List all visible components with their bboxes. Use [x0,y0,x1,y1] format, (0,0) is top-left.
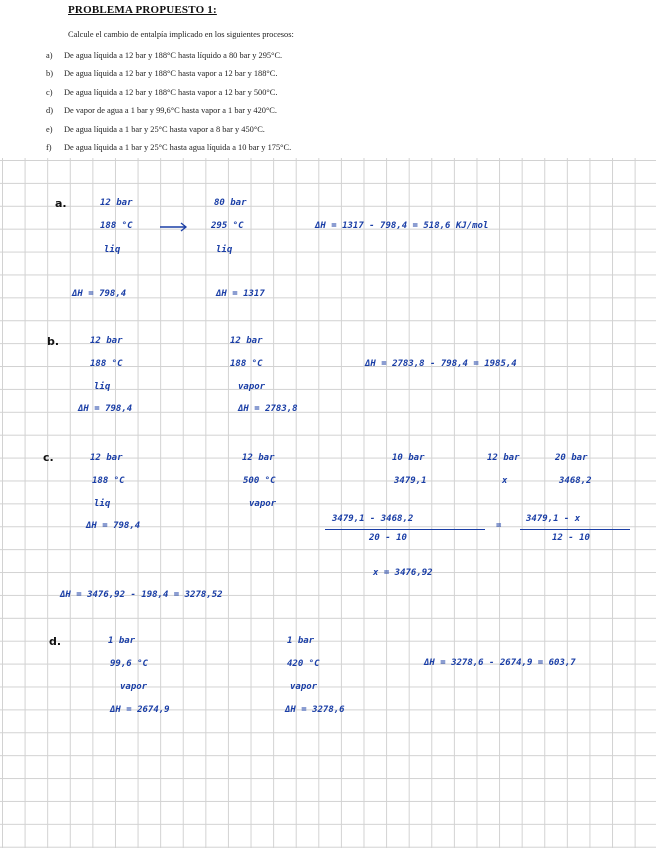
d-state2-pressure: 1 bar [287,636,315,646]
c-final-enthalpy: ΔH = 3476,92 - 198,4 = 3278,52 [60,590,223,600]
c-fraction1-numerator: 3479,1 - 3468,2 [332,514,414,524]
a-state1-pressure: 12 bar [100,198,133,208]
problem-text: De agua líquida a 1 bar y 25°C hasta vapor a 8 bar y 450°C. [64,124,265,134]
b-enthalpy-calc: ΔH = 2783,8 - 798,4 = 1985,4 [365,359,517,369]
a-enthalpy-1: ΔH = 798,4 [72,289,127,299]
a-state2-pressure: 80 bar [214,198,247,208]
c-table-pressure-3: 20 bar [555,453,588,463]
c-fraction2-denominator: 12 - 10 [552,533,590,543]
problem-text: De agua líquida a 1 bar y 25°C hasta agua líquida a 10 bar y 175°C. [64,142,292,152]
problem-text: De agua líquida a 12 bar y 188°C hasta líquido a 80 bar y 295°C. [64,51,283,60]
problem-text: De agua líquida a 12 bar y 188°C hasta vapor a 12 bar y 500°C. [64,87,278,97]
d-state2-temp: 420 °C [287,659,320,669]
problem-label: a) [46,51,53,60]
arrow-right-icon [160,222,190,232]
c-table-enthalpy-1: 3479,1 [394,476,427,486]
c-x-result: x = 3476,92 [373,568,433,578]
problem-label: c) [46,87,53,97]
b-state1-phase: liq [94,382,111,392]
c-table-enthalpy-3: 3468,2 [559,476,592,486]
a-state2-phase: liq [216,245,233,255]
problem-label: e) [46,124,53,134]
a-state1-phase: liq [104,245,121,255]
problem-item-e [46,123,291,141]
d-enthalpy-2: ΔH = 3278,6 [285,705,345,715]
b-state1-temp: 188 °C [90,359,123,369]
c-fraction1-bar [325,529,485,530]
problem-item-f [46,141,291,159]
section-c-mark: c. [43,451,54,464]
c-fraction2-bar [520,529,630,530]
section-a-mark: a. [55,197,67,210]
c-fraction1-denominator: 20 - 10 [369,533,407,543]
problem-statement [0,0,656,158]
c-state2-pressure: 12 bar [242,453,275,463]
a-state2-temp: 295 °C [211,221,244,231]
c-state1-pressure: 12 bar [90,453,123,463]
problem-item-c [46,86,291,104]
c-state2-temp: 500 °C [243,476,276,486]
c-state2-phase: vapor [249,499,277,509]
section-d-mark: d. [49,635,62,648]
d-state1-temp: 99,6 °C [110,659,148,669]
section-b-mark: b. [47,335,60,348]
d-state1-phase: vapor [120,682,148,692]
b-state2-phase: vapor [238,382,266,392]
c-state1-temp: 188 °C [92,476,125,486]
problem-item-d [46,104,291,122]
b-enthalpy-1: ΔH = 798,4 [78,404,133,414]
intro-text: Calcule el cambio de entalpía implicado en los siguientes procesos: [68,30,294,39]
d-state2-phase: vapor [290,682,318,692]
c-state1-phase: liq [94,499,111,509]
a-state1-temp: 188 °C [100,221,133,231]
problem-item-a [46,49,291,67]
b-state2-pressure: 12 bar [230,336,263,346]
b-state2-temp: 188 °C [230,359,263,369]
problem-text: De vapor de agua a 1 bar y 99,6°C hasta vapor a 1 bar y 420°C. [64,106,277,116]
d-state1-pressure: 1 bar [108,636,136,646]
problem-label: b) [46,69,53,79]
page-title: PROBLEMA PROPUESTO 1: [68,4,217,16]
c-fraction2-numerator: 3479,1 - x [526,514,581,524]
b-state1-pressure: 12 bar [90,336,123,346]
problem-item-b [46,67,291,85]
c-table-enthalpy-2: x [502,476,508,486]
problem-label: d) [46,106,53,116]
problem-text: De agua líquida a 12 bar y 188°C hasta vapor a 12 bar y 188°C. [64,69,278,79]
d-enthalpy-1: ΔH = 2674,9 [110,705,170,715]
a-enthalpy-2: ΔH = 1317 [216,289,265,299]
c-enthalpy-1: ΔH = 798,4 [86,521,141,531]
c-table-pressure-1: 10 bar [392,453,425,463]
d-enthalpy-calc: ΔH = 3278,6 - 2674,9 = 603,7 [424,658,576,668]
a-enthalpy-calc: ΔH = 1317 - 798,4 = 518,6 KJ/mol [315,221,489,231]
problem-label: f) [46,142,52,152]
problem-list [46,49,291,159]
b-enthalpy-2: ΔH = 2783,8 [238,404,298,414]
c-equals-sign: = [496,521,502,531]
c-table-pressure-2: 12 bar [487,453,520,463]
